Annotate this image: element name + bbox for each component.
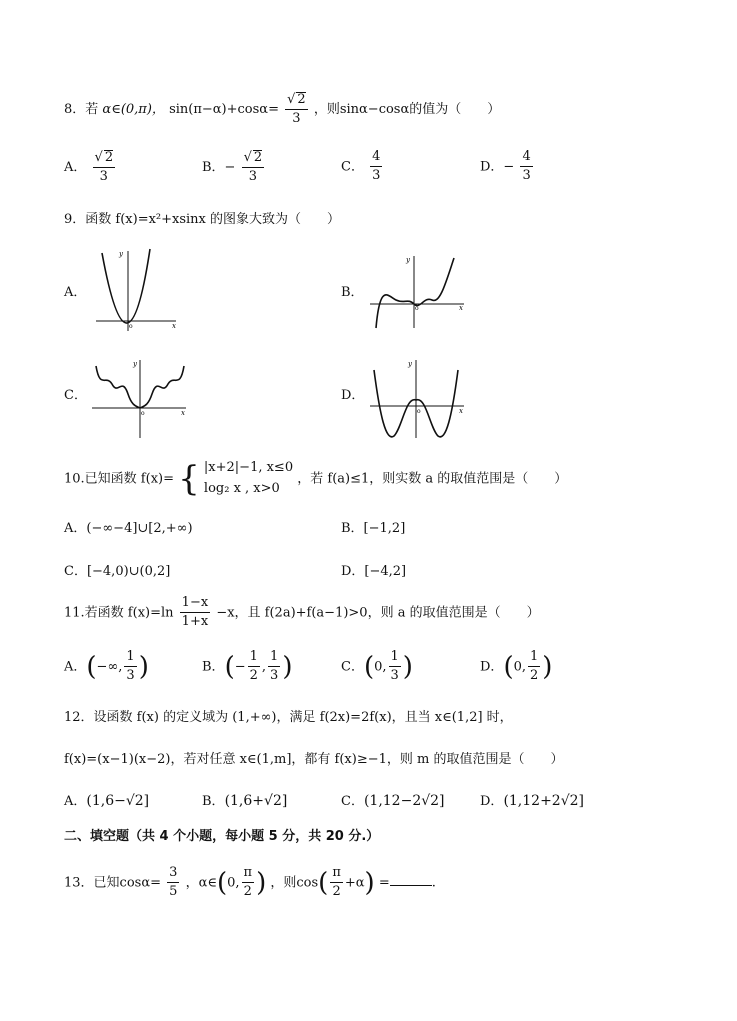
q10-stem: 10.已知函数 f(x)= { |x+2|−1, x≤0 log₂ x , x>0 ，若 f(a)≤1，则实数 a 的取值范围是（ ） [64,458,568,499]
graph-c-x-label: x [181,409,185,417]
q10-brace: { [178,458,200,499]
q10-option-a[interactable]: A．(−∞−4]∪[2,+∞) [64,521,193,536]
q11-option-c[interactable]: C．(0, $\frac{1}{3}$ ) [341,649,413,684]
q9-graph-d[interactable] [368,356,468,440]
q12-option-d[interactable]: D．(1,12+2√2] [480,793,584,809]
q13-answer-blank[interactable] [390,873,432,886]
q10-option-c[interactable]: C．[−4,0)∪(0,2] [64,564,171,579]
q10-option-d[interactable]: D．[−4,2] [341,564,407,579]
q8-option-d[interactable]: D．− $\frac{4}{3}$ [480,149,531,184]
q8-condition: α∈(0,π)， [102,101,165,117]
q8-option-a[interactable]: A． $\frac{√ 2}{3}$ [64,150,114,185]
q11-stem: 11.若函数 f(x)=ln $\frac{1-x}{1+x}$ −x，且 f(2a)+f(a−1)>0，则 a 的取值范围是（ ） [64,595,540,630]
q8-fraction: $\frac{√ 2}{3}$ [287,92,306,127]
graph-d-origin-label: o [417,408,421,415]
graph-c-origin-label: o [141,410,145,417]
q9-graph-b[interactable] [368,252,468,332]
q11-option-b[interactable]: B．(− $\frac{1}{2}$ , $\frac{1}{3}$ ) [202,649,293,684]
graph-b-x-label: x [459,304,463,312]
section-title: 二、填空题（共 4 个小题，每小题 5 分，共 20 分.） [64,829,380,844]
q8-number: 8．若 [64,101,99,117]
q12-option-b[interactable]: B．(1,6+√2] [202,793,288,809]
graph-b-origin-label: o [415,305,419,312]
q9-option-d-label[interactable]: D． [341,388,365,403]
q9-stem: 9．函数 f(x)=x²+xsinx 的图象大致为（ ） [64,212,341,227]
graph-a-curve [102,249,150,323]
q9-option-a-label[interactable]: A． [64,285,87,300]
q11-option-d[interactable]: D．(0, $\frac{1}{2}$ ) [480,649,553,684]
q10-piecewise: |x+2|−1, x≤0 log₂ x , x>0 [203,460,294,496]
graph-c-y-label: y [133,360,137,368]
q12-option-c[interactable]: C．(1,12−2√2] [341,793,445,809]
graph-b-y-label: y [406,256,410,264]
q10-option-b[interactable]: B．[−1,2] [341,521,406,536]
graph-a-x-label: x [172,322,176,330]
q12-line-2: f(x)=(x−1)(x−2)，若对任意 x∈(1,m]，都有 f(x)≥−1，则 m 的取值范围是（ ） [64,752,564,767]
q9-option-c-label[interactable]: C． [64,388,87,403]
q8-equation: sin(π−α)+cosα= [169,101,279,117]
graph-a-y-label: y [119,250,123,258]
q13-stem: 13．已知cosα= $\frac{3}{5}$ ，α∈(0, $\frac{\pi}{2}$ ) ，则cos( $\frac{\pi}{2}$ +α) = . [64,865,436,900]
graph-b-curve [376,258,454,328]
q12-option-a[interactable]: A．(1,6−√2] [64,793,150,809]
q9-graph-c[interactable] [90,356,190,440]
graph-d-y-label: y [408,360,412,368]
q8-question: ，则sinα−cosα的值为（ ） [313,101,501,117]
q8-option-c[interactable]: C． $\frac{4}{3}$ [341,149,381,184]
graph-d-x-label: x [459,407,463,415]
q9-graph-a[interactable] [94,245,184,335]
q12-line-1: 12．设函数 f(x) 的定义域为 (1,+∞)，满足 f(2x)=2f(x)，且当 x∈(1,2] 时， [64,710,513,725]
graph-a-origin-label: o [129,323,133,330]
q8-stem [64,92,500,127]
q8-option-b[interactable]: B．− $\frac{√ 2}{3}$ [202,150,263,185]
q9-option-b-label[interactable]: B． [341,285,364,300]
q11-option-a[interactable]: A．(−∞, $\frac{1}{3}$ ) [64,649,149,684]
